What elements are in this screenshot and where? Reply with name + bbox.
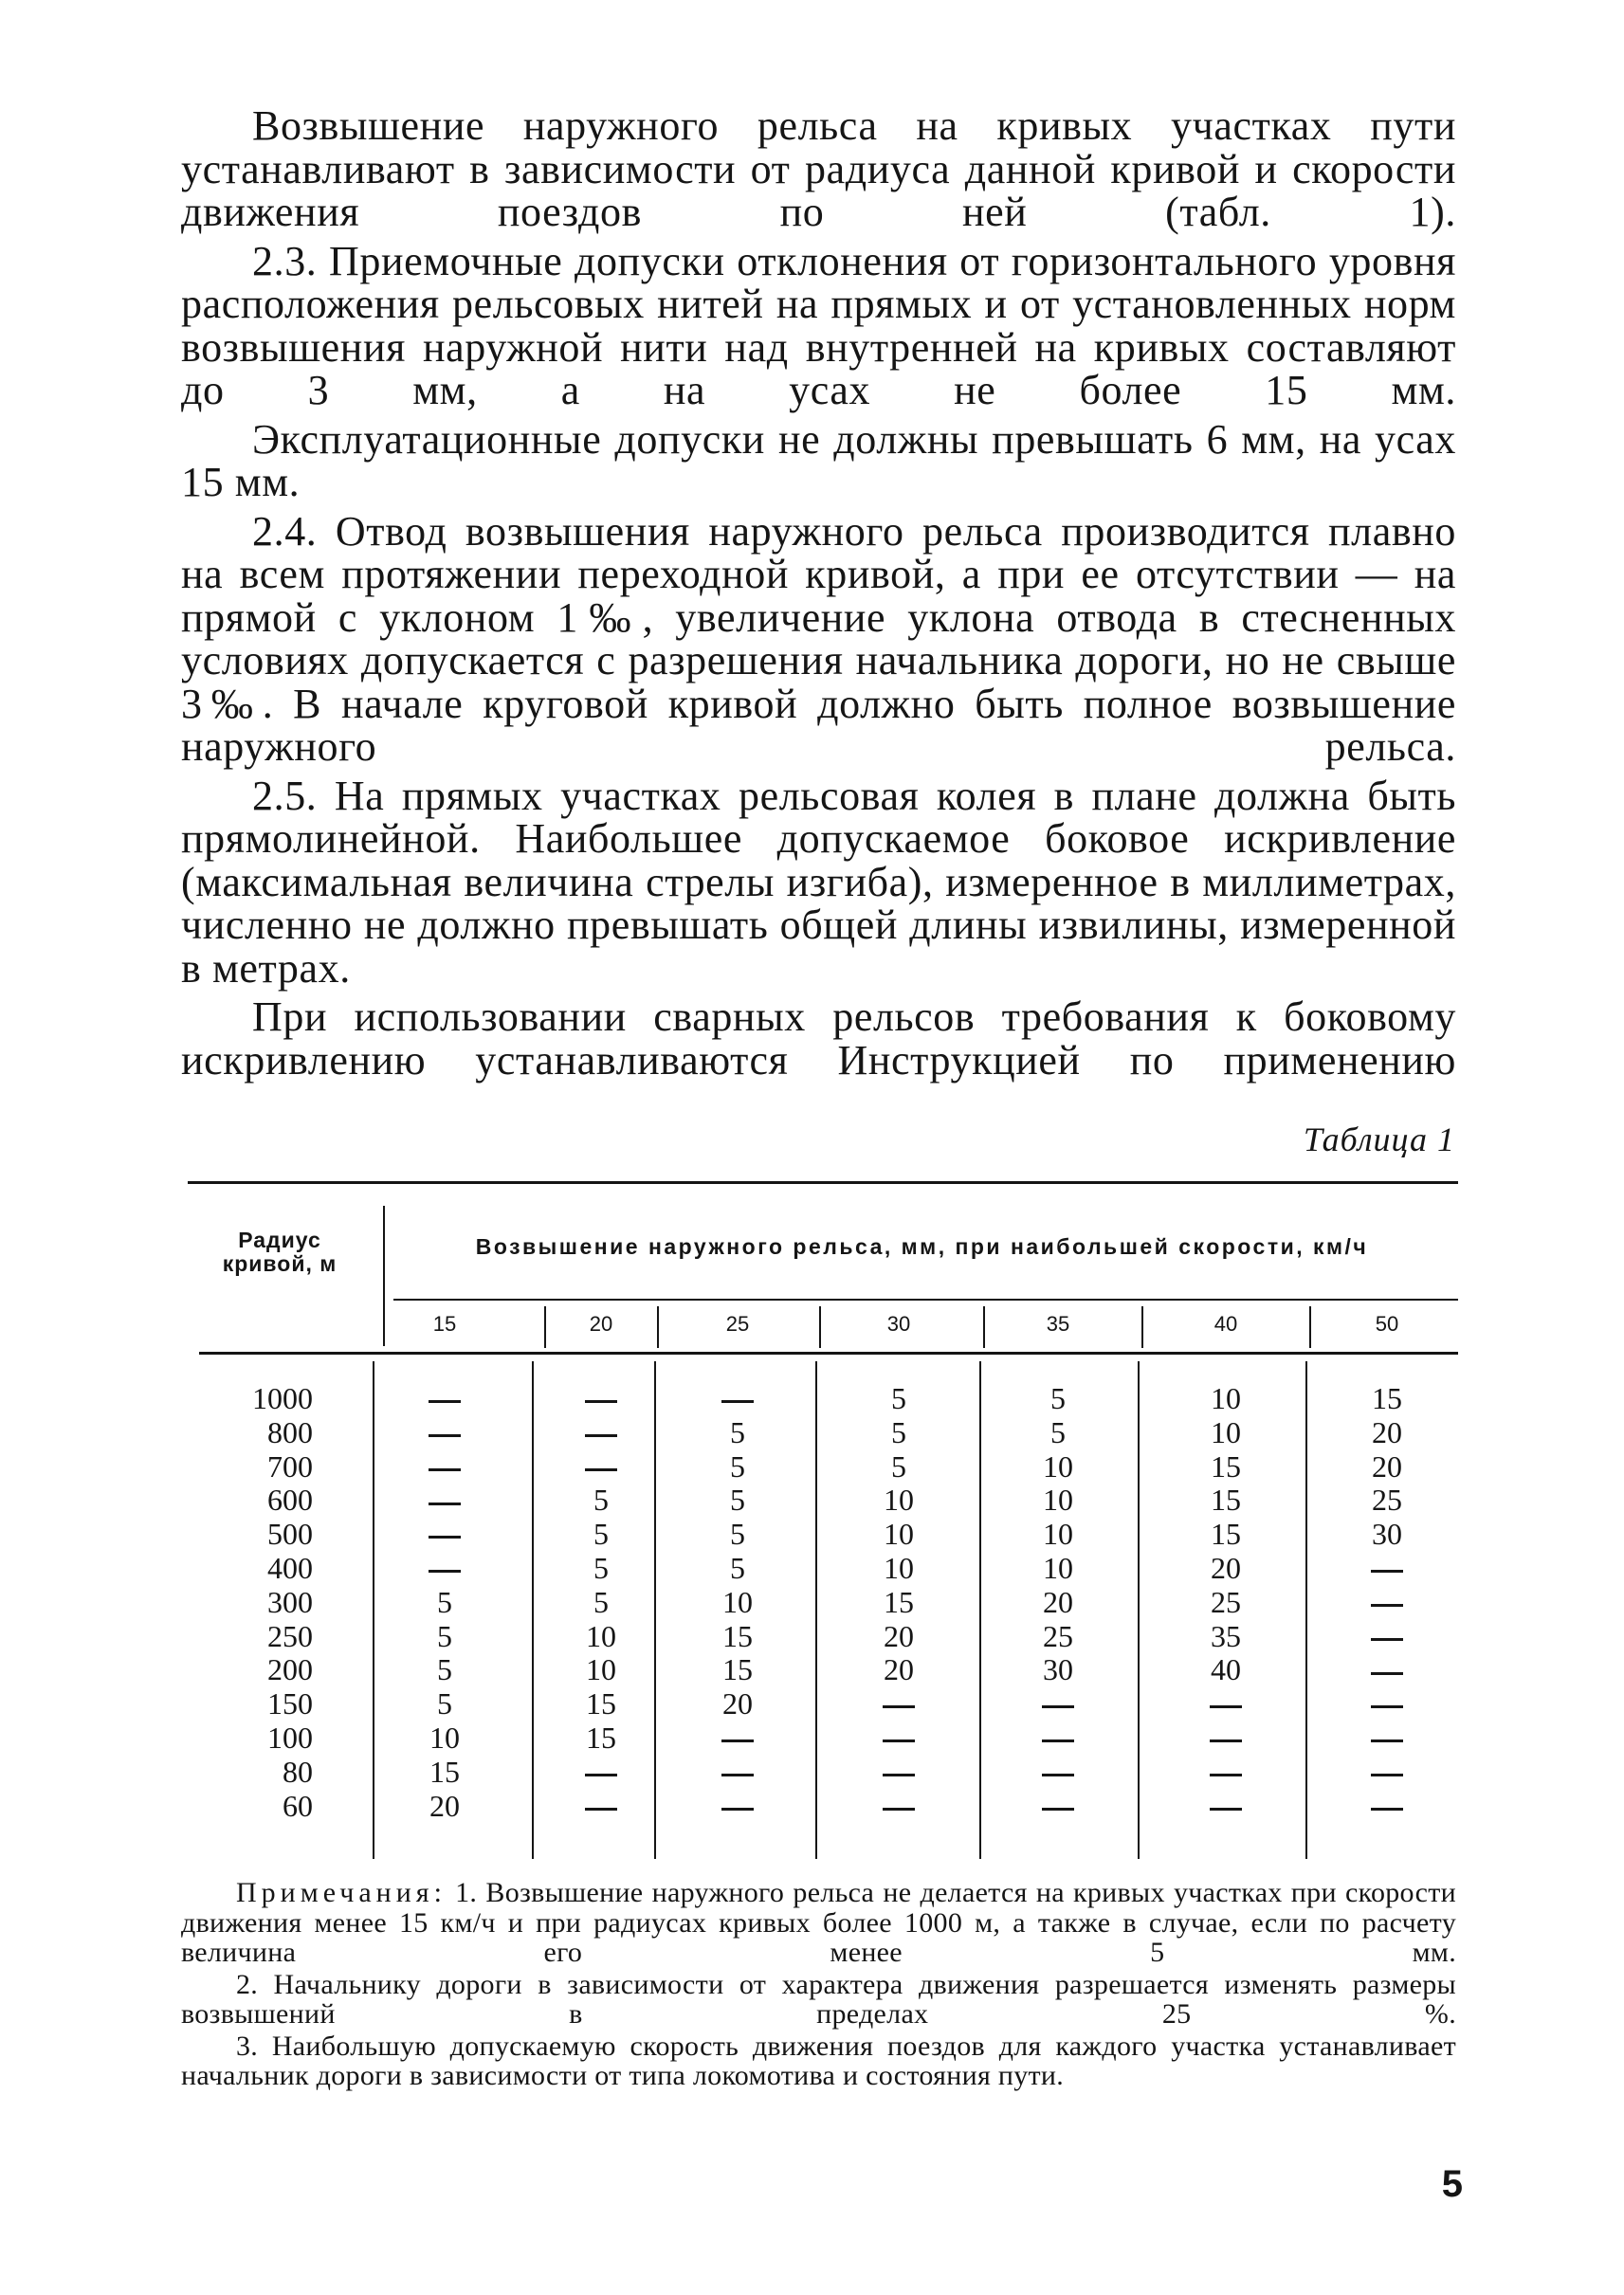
dash-mark [429,1536,461,1539]
header-column-divider [544,1306,546,1348]
table-cell [851,1687,946,1721]
table-cell [397,1382,492,1416]
dash-mark [585,1774,617,1776]
table-cell: 25 [1211,1584,1241,1619]
dash-mark [429,1400,461,1403]
table-cell: 5 [1050,1381,1066,1415]
body-column-divider [1305,1361,1307,1859]
table-cell: 25 [1372,1483,1402,1518]
body-column-divider [979,1361,981,1859]
dash-mark [883,1774,915,1776]
table-cell: 15 [1372,1381,1402,1415]
table-cell: 15 [1211,1483,1241,1518]
table-cell [554,1790,648,1824]
speed-column-40 [1178,1382,1273,1823]
speed-header-cell: 50 [1375,1312,1399,1336]
table-cell [1340,1687,1434,1721]
table-cell: 5 [730,1517,745,1552]
table-cell: 5 [437,1618,452,1653]
table-cell [690,1756,785,1790]
table-cell: 20 [884,1652,914,1687]
dash-mark [1371,1638,1403,1641]
dash-mark [1042,1705,1074,1708]
table-cell: 800 [267,1414,313,1449]
table-cell: 10 [1211,1414,1241,1449]
table-cell [1011,1721,1105,1756]
table-cell: 20 [429,1788,460,1823]
table-cell: 5 [891,1448,906,1484]
table-cell [1011,1687,1105,1721]
table-cell [851,1721,946,1756]
table-cell: 25 [1043,1618,1073,1653]
table-cell: 10 [1043,1550,1073,1585]
table-cell: 30 [1372,1517,1402,1552]
dash-mark [1371,1705,1403,1708]
table-cell [397,1518,492,1552]
header-bottom-rule [199,1352,1458,1355]
paragraph-tolerances: Эксплуатационные допуски не должны превышать 6 мм, на усах 15 мм. [181,415,1456,505]
table-cell: 10 [884,1483,914,1518]
table-cell: 15 [429,1754,460,1789]
dash-mark [1371,1672,1403,1675]
table-cell: 10 [1043,1448,1073,1484]
dash-mark [1042,1774,1074,1776]
note-3: 3. Наибольшую допускаемую скорость движения поездов для каждого участка устанавливает начальник дороги в зависимости от типа локомотива и состояния пути. [181,2030,1456,2091]
body-column-divider [654,1361,656,1859]
dash-mark [1210,1808,1242,1811]
dash-mark [1042,1808,1074,1811]
table-cell [1178,1687,1273,1721]
table-cell [1340,1756,1434,1790]
header-column-divider [657,1306,659,1348]
table-cell: 20 [1372,1448,1402,1484]
table-cell: 10 [1043,1483,1073,1518]
table-cell: 20 [1043,1584,1073,1619]
table-cell [1011,1790,1105,1824]
paragraph-1: Возвышение наружного рельса на кривых участках пути устанавливают в зависимости от радиуса данной кривой и скорости движения поездов по ней (табл. 1). [181,102,1456,235]
radius-column [199,1382,313,1823]
body-column-divider [373,1361,374,1859]
dash-mark [1371,1808,1403,1811]
table-cell: 15 [722,1652,753,1687]
table-cell: 20 [884,1618,914,1653]
table-cell [1011,1756,1105,1790]
table-cell [1178,1756,1273,1790]
table-cell [1178,1721,1273,1756]
table-cell: 5 [730,1414,745,1449]
table-cell: 10 [884,1550,914,1585]
table-cell [690,1721,785,1756]
dash-mark [429,1503,461,1505]
table-cell: 5 [1050,1414,1066,1449]
table-cell: 80 [283,1754,313,1789]
header-column-divider [1141,1306,1143,1348]
dash-mark [429,1468,461,1471]
speed-header-cell: 20 [589,1312,613,1336]
paragraph-2-3: 2.3. Приемочные допуски отклонения от горизонтального уровня расположения рельсовых нитей на прямых и от установленных норм возвышения наружной нити над внутренней на кривых составляют до 3 мм, а на усах не более 15 мм. [181,237,1456,413]
table-cell [397,1484,492,1518]
table-cell: 15 [586,1686,616,1721]
body-column-divider [532,1361,534,1859]
dash-mark [1210,1774,1242,1776]
table-cell [1340,1586,1434,1620]
dash-mark [585,1434,617,1437]
table-cell: 5 [730,1550,745,1585]
table-cell: 150 [267,1686,313,1721]
table-cell: 700 [267,1448,313,1484]
table-cell: 5 [593,1550,609,1585]
table-cell [397,1416,492,1450]
dash-mark [1371,1570,1403,1573]
table-cell: 20 [1211,1550,1241,1585]
radius-column-header: Радиус кривой, м [222,1228,338,1276]
dash-mark [883,1739,915,1742]
table-cell: 15 [1211,1448,1241,1484]
table-cell [851,1790,946,1824]
speed-header-cell: 40 [1213,1312,1238,1336]
header-column-divider [983,1306,985,1348]
dash-mark [1042,1739,1074,1742]
table-cell: 100 [267,1720,313,1755]
note-2: 2. Начальнику дороги в зависимости от характера движения разрешается изменять размеры возвышений в пределах 25 %. [181,1968,1456,2030]
table-cell [690,1790,785,1824]
table-cell: 500 [267,1517,313,1552]
page-number: 5 [1441,2163,1463,2205]
table-cell [397,1552,492,1586]
table-cell: 10 [1043,1517,1073,1552]
table-cell: 10 [884,1517,914,1552]
table-notes [181,1878,1456,2093]
table-cell: 200 [267,1652,313,1687]
table-cell: 5 [891,1381,906,1415]
speed-column-30 [851,1382,946,1823]
dash-mark [429,1434,461,1437]
table-cell: 250 [267,1618,313,1653]
table-cell [554,1382,648,1416]
dash-mark [585,1468,617,1471]
dash-mark [429,1570,461,1573]
table-cell [554,1416,648,1450]
table-cell [397,1450,492,1484]
speed-header-cell: 25 [725,1312,750,1336]
paragraph-2-4: 2.4. Отвод возвышения наружного рельса производится плавно на всем протяжении переходной кривой, а при ее отсутствии — на прямой с уклоном 1‰, увеличение уклона отвода в стесненных условиях допускается с разрешения начальника дороги, но не свыше 3‰. В начале круговой кривой должно быть полное возвышение наружного рельса. [181,507,1456,770]
table-cell: 40 [1211,1652,1241,1687]
table-cell: 10 [586,1618,616,1653]
body-column-divider [1138,1361,1140,1859]
header-column-divider [819,1306,821,1348]
dash-mark [1210,1705,1242,1708]
table-cell: 35 [1211,1618,1241,1653]
speed-header-cell: 30 [886,1312,911,1336]
table-cell [554,1756,648,1790]
header-vertical-divider [383,1206,385,1346]
speed-column-35 [1011,1382,1105,1823]
table-cell: 10 [586,1652,616,1687]
dash-mark [721,1739,754,1742]
dash-mark [721,1400,754,1403]
dash-mark [1371,1774,1403,1776]
paragraph-welded-rails: При использовании сварных рельсов требования к боковому искривлению устанавливаются Инструкцией по применению [181,993,1456,1084]
table-cell [554,1450,648,1484]
note-1: Примечания: 1. Возвышение наружного рельса не делается на кривых участках при скорости движения менее 15 км/ч и при радиусах кривых более 1000 м, а также в случае, если по расчету величина его менее 5 мм. [181,1877,1456,1968]
table-cell: 5 [730,1448,745,1484]
paragraph-2-5: 2.5. На прямых участках рельсовая колея в плане должна быть прямолинейной. Наибольшее допускаемое боковое искривление (максимальная величина стрелы изгиба), измеренное в миллиметрах, численно не должно превышать общей длины извилины, измеренной в метрах. [181,772,1456,992]
speed-header-cell: 15 [432,1312,457,1336]
dash-mark [1371,1604,1403,1607]
table-cell [1340,1721,1434,1756]
table-cell: 15 [722,1618,753,1653]
table-cell: 60 [283,1788,313,1823]
table-cell: 15 [1211,1517,1241,1552]
table-cell: 5 [593,1517,609,1552]
speed-header: Возвышение наружного рельса, мм, при наибольшей скорости, км/ч [475,1234,1369,1259]
speed-header-cell: 35 [1046,1312,1070,1336]
table-cell: 30 [1043,1652,1073,1687]
dash-mark [585,1400,617,1403]
header-column-divider [1309,1306,1311,1348]
table-cell [1340,1620,1434,1654]
table-cell: 5 [593,1483,609,1518]
dash-mark [883,1808,915,1811]
table-cell: 20 [1372,1414,1402,1449]
dash-mark [721,1808,754,1811]
table-cell [1340,1552,1434,1586]
table-cell [1178,1790,1273,1824]
speed-column-15 [397,1382,492,1823]
table-cell: 15 [586,1720,616,1755]
table-top-rule [188,1181,1458,1184]
table-cell: 5 [437,1584,452,1619]
table-cell: 5 [437,1686,452,1721]
speed-column-50 [1340,1382,1434,1823]
table-cell: 15 [884,1584,914,1619]
speed-column-20 [554,1382,648,1823]
dash-mark [1210,1739,1242,1742]
table-cell: 5 [891,1414,906,1449]
table-cell: 300 [267,1584,313,1619]
body-column-divider [815,1361,817,1859]
notes-label: Примечания: [236,1877,447,1908]
table-cell: 10 [429,1720,460,1755]
table-cell: 5 [730,1483,745,1518]
header-subrule [393,1299,1458,1301]
table-cell [1340,1653,1434,1687]
table-cell: 20 [722,1686,753,1721]
table-cell [1340,1790,1434,1824]
dash-mark [585,1808,617,1811]
dash-mark [721,1774,754,1776]
table-cell: 5 [437,1652,452,1687]
table-cell: 10 [722,1584,753,1619]
table-cell: 600 [267,1483,313,1518]
speed-column-25 [690,1382,785,1823]
dash-mark [1371,1739,1403,1742]
table-cell [690,1382,785,1416]
table-cell: 400 [267,1550,313,1585]
table-cell: 1000 [252,1381,313,1415]
body-text [181,104,1456,1087]
table-caption: Таблица 1 [1303,1120,1455,1158]
dash-mark [883,1705,915,1708]
table-cell [851,1756,946,1790]
table-cell: 5 [593,1584,609,1619]
table-cell: 10 [1211,1381,1241,1415]
